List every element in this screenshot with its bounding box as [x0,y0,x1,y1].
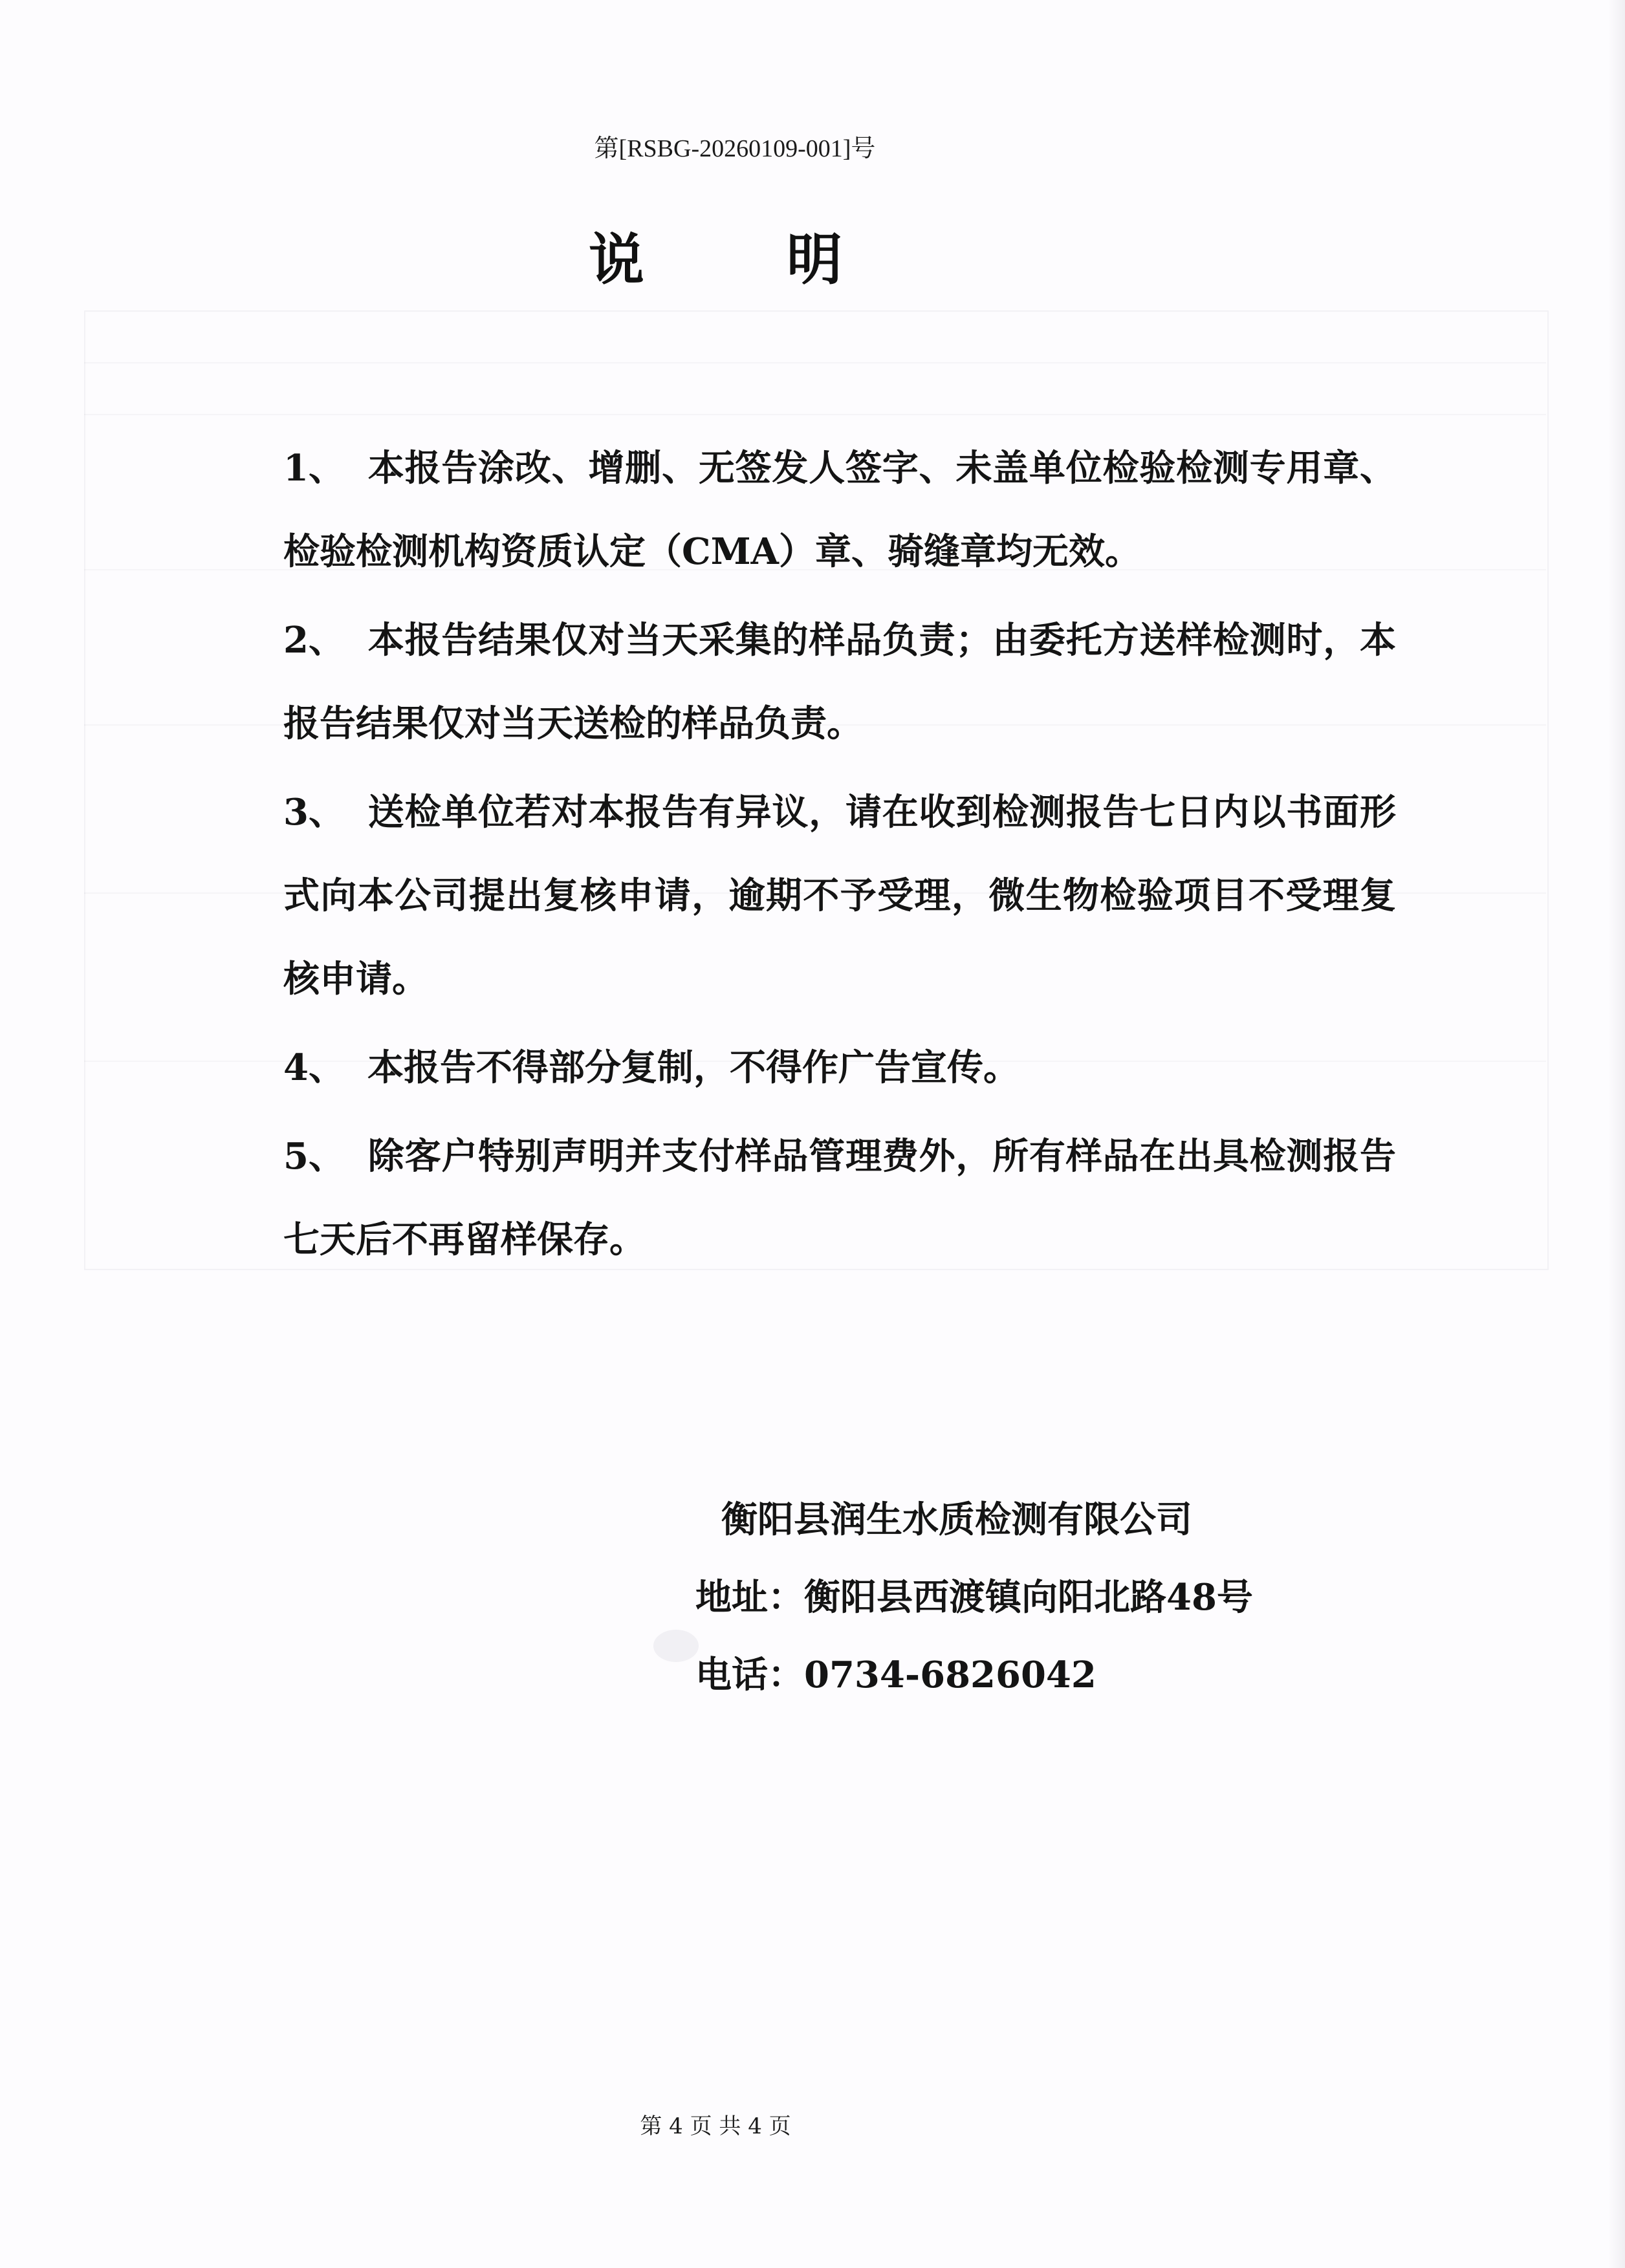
page-title: 说明 [589,227,985,292]
clause-number: 4、 [283,1046,345,1089]
clause-number: 1、 [283,447,345,490]
clause-item [283,771,1396,1021]
page-footer: 第 4 页 共 4 页 [640,2113,791,2139]
show-through-line [84,362,1546,363]
company-info [695,1481,1253,1714]
clause-number: 2、 [283,619,345,662]
scan-edge-shadow [1608,0,1625,2268]
clause-text: 本报告不得部分复制，不得作广告宣传。 [367,1046,1020,1089]
clause-number: 5、 [283,1135,345,1178]
clauses-list [283,427,1396,1282]
clause-item [283,1115,1396,1282]
clause-text: 本报告涂改、增删、无签发人签字、未盖单位检验检测专用章、检验检测机构资质认定（CMA）章、骑缝章均无效。 [283,447,1396,573]
company-name: 衡阳县润生水质检测有限公司 [721,1498,1192,1541]
clause-item [283,599,1396,766]
clause-item [283,1026,1396,1110]
company-address: 地址：衡阳县西渡镇向阳北路48号 [695,1576,1253,1619]
company-phone: 电话：0734-6826042 [695,1654,1096,1696]
report-number: 第[RSBG-20260109-001]号 [594,135,876,162]
clause-text: 除客户特别声明并支付样品管理费外，所有样品在出具检测报告七天后不再留样保存。 [283,1135,1396,1261]
clause-item [283,427,1396,594]
scan-smudge [653,1630,699,1662]
clause-text: 送检单位若对本报告有异议，请在收到检测报告七日内以书面形式向本公司提出复核申请，逾期不予受理，微生物检验项目不受理复核申请。 [283,791,1396,1000]
show-through-line [84,414,1546,415]
clause-text: 本报告结果仅对当天采集的样品负责；由委托方送样检测时，本报告结果仅对当天送检的样品负责。 [283,619,1396,745]
clause-number: 3、 [283,791,345,834]
